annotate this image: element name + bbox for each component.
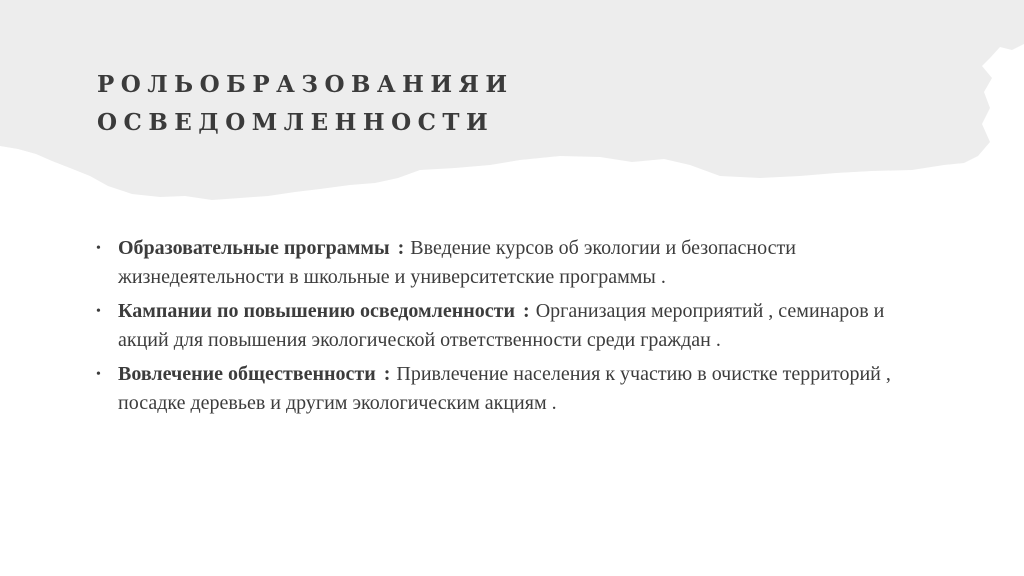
bullet-item-awareness-campaigns [96, 297, 936, 355]
slide-title-line-1: РОЛЬОБРАЗОВАНИЯИ [97, 71, 514, 98]
bullet-dot-icon: • [96, 304, 101, 319]
bullet-text: Организация мероприятий , семинаров и акций для повышения экологической ответственности среди граждан . [118, 300, 885, 351]
bullet-text: Введение курсов об экологии и безопасности жизнедеятельности в школьные и университетские программы . [118, 237, 796, 288]
bullet-colon: : [383, 363, 391, 385]
bullet-dot-icon: • [96, 241, 101, 256]
bullet-item-public-engagement [96, 360, 936, 418]
bullet-colon: : [523, 300, 530, 322]
bullet-term: Вовлечение общественности [118, 363, 376, 385]
bullet-list [96, 234, 936, 423]
bullet-item-education-programs [96, 234, 936, 292]
bullet-text: Привлечение населения к участию в очистке территорий , посадке деревьев и другим экологическим акциям . [118, 363, 891, 414]
slide-title [97, 66, 514, 142]
slide-title-line-2: ОСВЕДОМЛЕННОСТИ [97, 109, 495, 136]
bullet-dot-icon: • [96, 367, 101, 382]
bullet-term: Образовательные программы [118, 237, 390, 259]
bullet-colon: : [397, 237, 405, 259]
bullet-term: Кампании по повышению осведомленности [118, 300, 516, 322]
